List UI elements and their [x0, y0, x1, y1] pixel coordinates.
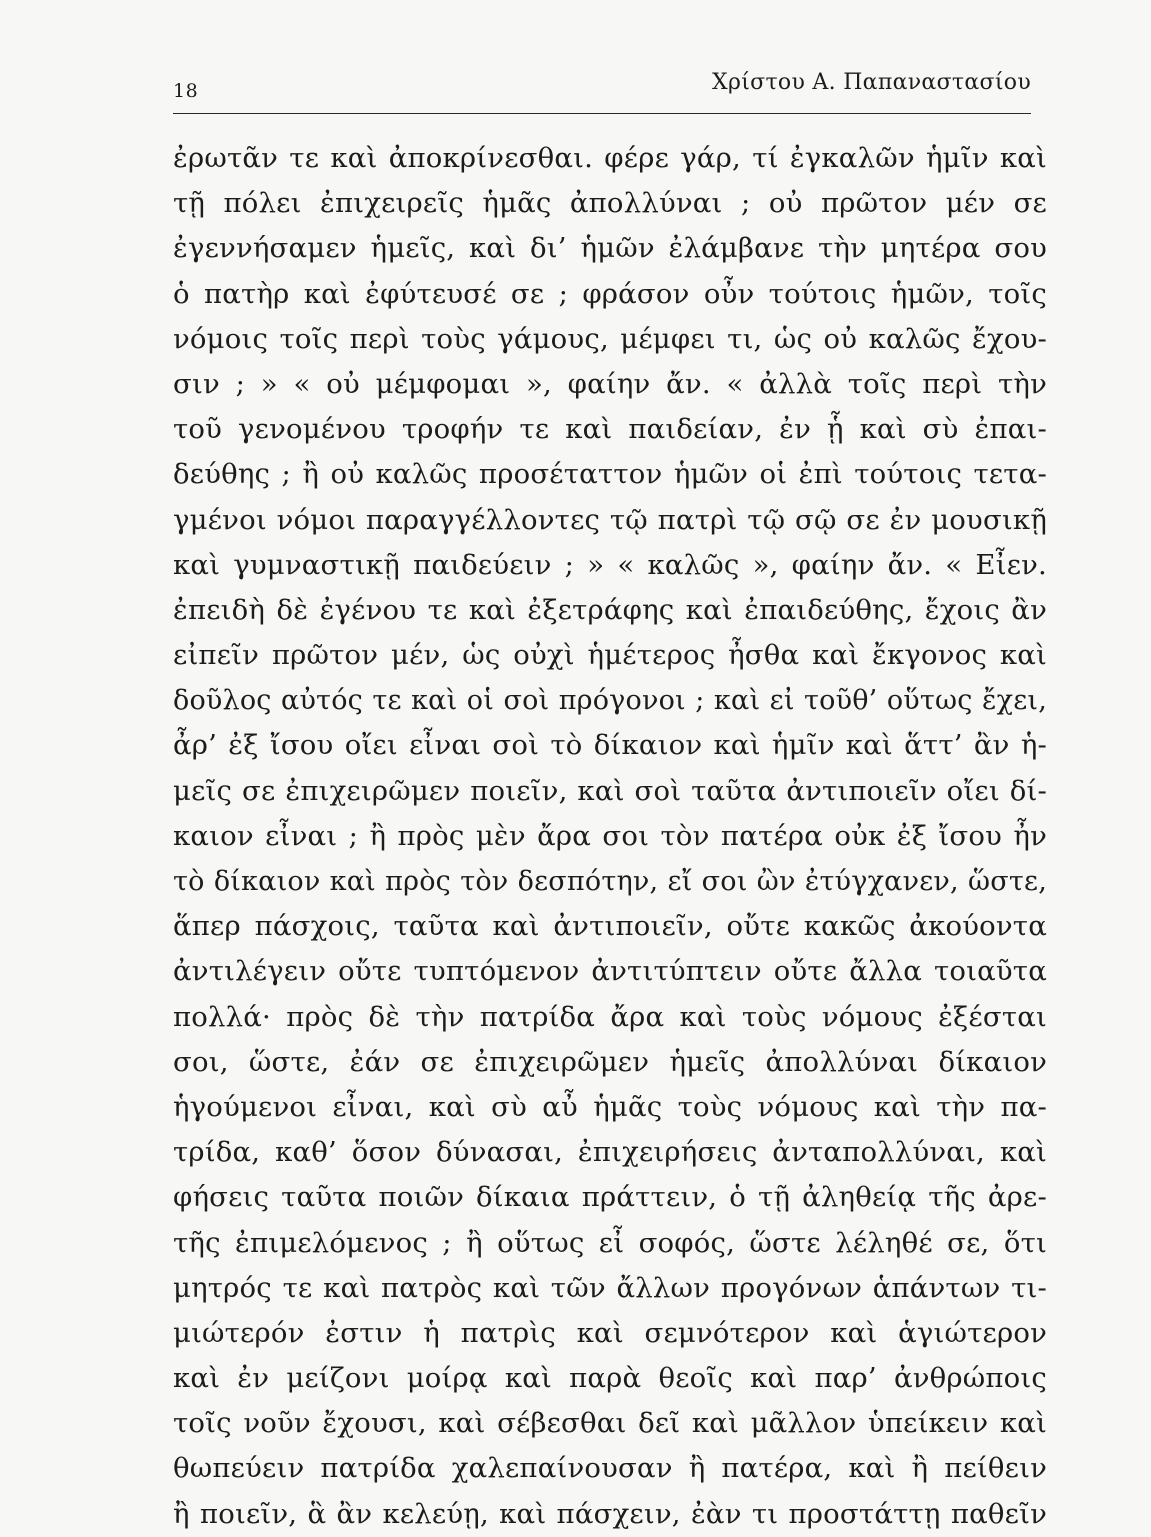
- page-header: [173, 62, 1031, 112]
- text-line: δοῦλος αὐτός τε καὶ οἱ σοὶ πρόγονοι ; καὶ εἰ τοῦθ’ οὕτως ἔχει,: [173, 685, 1047, 717]
- text-line: ὁ πατὴρ καὶ ἐφύτευσέ σε ; φράσον οὖν τούτοις ἡμῶν, τοῖς: [173, 277, 1047, 310]
- text-line: μητρός τε καὶ πατρὸς καὶ τῶν ἄλλων προγόνων ἁπάντων τι-: [173, 1271, 1047, 1304]
- text-line: πολλά· πρὸς δὲ τὴν πατρίδα ἄρα καὶ τοὺς νόμους ἐξέσται: [173, 1000, 1047, 1033]
- text-line: τῇ πόλει ἐπιχειρεῖς ἡμᾶς ἀπολλύναι ; οὐ πρῶτον μέν σε: [173, 187, 1047, 220]
- text-line: δεύθης ; ἢ οὐ καλῶς προσέταττον ἡμῶν οἱ ἐπὶ τούτοις τετα-: [173, 458, 1047, 491]
- text-line: ἡγούμενοι εἶναι, καὶ σὺ αὖ ἡμᾶς τοὺς νόμους καὶ τὴν πα-: [173, 1090, 1047, 1123]
- text-line: καιον εἶναι ; ἢ πρὸς μὲν ἄρα σοι τὸν πατέρα οὐκ ἐξ ἴσου ἦν: [173, 819, 1047, 852]
- running-head: Χρίστου Α. Παπαναστασίου: [712, 70, 1031, 95]
- text-line: σιν ; » « οὐ μέμφομαι », φαίην ἄν. « ἀλλὰ τοῖς περὶ τὴν: [173, 367, 1047, 400]
- text-line: μιώτερόν ἐστιν ἡ πατρὶς καὶ σεμνότερον καὶ ἁγιώτερον: [173, 1316, 1047, 1349]
- text-line: τὸ δίκαιον καὶ πρὸς τὸν δεσπότην, εἴ σοι ὢν ἐτύγχανεν, ὥστε,: [173, 866, 1047, 897]
- text-line: μεῖς σε ἐπιχειρῶμεν ποιεῖν, καὶ σοὶ ταῦτα ἀντιποιεῖν οἴει δί-: [173, 774, 1047, 807]
- text-line: εἰπεῖν πρῶτον μέν, ὡς οὐχὶ ἡμέτερος ἦσθα καὶ ἔκγονος καὶ: [173, 639, 1047, 672]
- text-line: φήσεις ταῦτα ποιῶν δίκαια πράττειν, ὁ τῇ ἀληθείᾳ τῆς ἀρε-: [173, 1181, 1047, 1214]
- text-line: ἐπειδὴ δὲ ἐγένου τε καὶ ἐξετράφης καὶ ἐπαιδεύθης, ἔχοις ἂν: [173, 593, 1047, 626]
- text-line: ἢ ποιεῖν, ἃ ἂν κελεύῃ, καὶ πάσχειν, ἐὰν τι προστάττῃ παθεῖν: [173, 1497, 1047, 1530]
- text-line: ἅπερ πάσχοις, ταῦτα καὶ ἀντιποιεῖν, οὔτε κακῶς ἀκούοντα: [173, 910, 1047, 943]
- text-line: ἐρωτᾶν τε καὶ ἀποκρίνεσθαι. φέρε γάρ, τί ἐγκαλῶν ἡμῖν καὶ: [173, 142, 1047, 174]
- text-line: ἀντιλέγειν οὔτε τυπτόμενον ἀντιτύπτειν οὔτε ἄλλα τοιαῦτα: [173, 955, 1047, 988]
- text-line: τοῦ γενομένου τροφήν τε καὶ παιδείαν, ἐν ᾗ καὶ σὺ ἐπαι-: [173, 413, 1047, 446]
- text-line: τοῖς νοῦν ἔχουσι, καὶ σέβεσθαι δεῖ καὶ μᾶλλον ὑπείκειν καὶ: [173, 1407, 1047, 1440]
- page-number: 18: [173, 80, 199, 102]
- text-line: τῆς ἐπιμελόμενος ; ἢ οὕτως εἶ σοφός, ὥστε λέληθέ σε, ὅτι: [173, 1226, 1047, 1259]
- text-line: γμένοι νόμοι παραγγέλλοντες τῷ πατρὶ τῷ σῷ σε ἐν μουσικῇ: [173, 503, 1047, 536]
- text-line: θωπεύειν πατρίδα χαλεπαίνουσαν ἢ πατέρα, καὶ ἢ πείθειν: [173, 1452, 1047, 1485]
- header-rule: [173, 113, 1031, 114]
- text-line: καὶ ἐν μείζονι μοίρᾳ καὶ παρὰ θεοῖς καὶ παρ’ ἀνθρώποις: [173, 1362, 1047, 1395]
- text-line: σοι, ὥστε, ἐάν σε ἐπιχειρῶμεν ἡμεῖς ἀπολλύναι δίκαιον: [173, 1045, 1047, 1078]
- text-line: ἆρ’ ἐξ ἴσου οἴει εἶναι σοὶ τὸ δίκαιον καὶ ἡμῖν καὶ ἅττ’ ἂν ἡ-: [173, 729, 1047, 762]
- text-line: νόμοις τοῖς περὶ τοὺς γάμους, μέμφει τι, ὡς οὐ καλῶς ἔχου-: [173, 322, 1047, 355]
- text-line: τρίδα, καθ’ ὅσον δύνασαι, ἐπιχειρήσεις ἀνταπολλύναι, καὶ: [173, 1136, 1047, 1169]
- text-line: καὶ γυμναστικῇ παιδεύειν ; » « καλῶς », φαίην ἄν. « Εἶεν.: [173, 548, 1047, 581]
- text-line: ἐγεννήσαμεν ἡμεῖς, καὶ δι’ ἡμῶν ἐλάμβανε τὴν μητέρα σου: [173, 232, 1047, 265]
- body-text: [173, 136, 1047, 1537]
